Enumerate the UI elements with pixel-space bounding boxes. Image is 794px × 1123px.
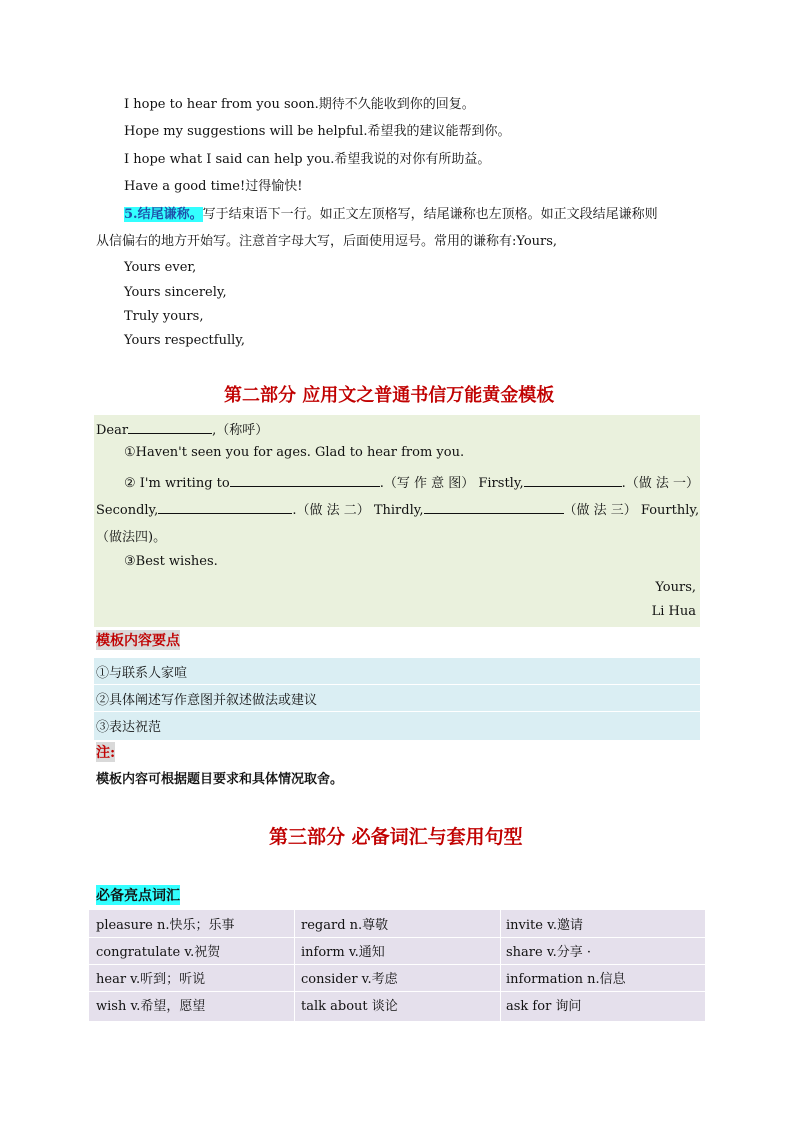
- vocab-cell: pleasure n.快乐；乐事: [96, 918, 235, 933]
- key-point-row: [94, 712, 700, 738]
- key-point: ②具体阐述写作意图并叙述做法或建议: [96, 693, 318, 708]
- template-line4: （做法四)。: [96, 530, 167, 545]
- template-line1: ①Haven't seen you for ages. Glad to hear from you.: [124, 445, 465, 460]
- part2-title: 第二部分 应用文之普通书信万能黄金模板: [224, 385, 555, 406]
- closing-sentence: I hope to hear from you soon.期待不久能收到你的回复。: [124, 97, 475, 112]
- blank-field: [230, 472, 380, 487]
- vocab-cell: wish v.希望，愿望: [96, 999, 206, 1014]
- blank-field: [128, 419, 212, 434]
- sign-off-example: Yours respectfully,: [124, 333, 246, 348]
- template-line3-b: .（做 法 二） Thirdly,: [292, 503, 424, 518]
- row-divider: [89, 964, 705, 965]
- template-signature: Li Hua: [651, 604, 696, 619]
- sign-off-paragraph-line1: [124, 206, 658, 224]
- closing-sentence: I hope what I said can help you.希望我说的对你有所助益。: [124, 152, 491, 167]
- row-divider: [89, 991, 705, 992]
- template-dear: Dear: [96, 423, 129, 438]
- template-line3: [96, 499, 699, 518]
- note-title: 注:: [96, 742, 115, 762]
- sign-off-example: Truly yours,: [124, 309, 204, 324]
- template-line2-c: .（做 法 一）: [621, 476, 699, 491]
- blank-field: [524, 472, 622, 487]
- letter-template-box: [94, 415, 700, 627]
- row-divider: [89, 937, 705, 938]
- key-point: ③表达祝范: [96, 720, 162, 735]
- vocab-cell: inform v.通知: [301, 945, 385, 960]
- vocab-cell: congratulate v.祝贺: [96, 945, 221, 960]
- vocab-cell: regard n.尊敬: [301, 918, 389, 933]
- template-line2-b: .（写 作 意 图） Firstly,: [379, 476, 524, 491]
- vocab-title: 必备亮点词汇: [96, 885, 180, 905]
- template-line2: [124, 472, 699, 491]
- vocab-cell: ask for 询问: [506, 999, 582, 1014]
- sign-off-paragraph-line2: 从信偏右的地方开始写。注意首字母大写，后面使用逗号。常用的谦称有:Yours,: [96, 234, 558, 249]
- vocab-cell: consider v.考虑: [301, 972, 398, 987]
- sign-off-heading: 5.结尾谦称。: [124, 207, 203, 222]
- column-divider: [500, 910, 501, 1021]
- vocab-cell: talk about 谈论: [301, 999, 398, 1014]
- sign-off-example: Yours sincerely,: [124, 285, 227, 300]
- part3-title: 第三部分 必备词汇与套用句型: [269, 826, 523, 848]
- sign-off-example: Yours ever,: [124, 260, 197, 275]
- blank-field: [424, 499, 564, 514]
- template-line3-c: （做 法 三） Fourthly,: [563, 503, 700, 518]
- template-line5: ③Best wishes.: [124, 554, 218, 569]
- template-line2-a: ② I'm writing to: [124, 476, 230, 491]
- blank-field: [158, 499, 292, 514]
- key-points-box: [94, 658, 700, 740]
- note-text: 模板内容可根据题目要求和具体情况取舍。: [96, 772, 344, 787]
- template-salutation: [96, 419, 268, 438]
- vocab-table: [89, 910, 705, 1021]
- closing-sentence: Have a good time!过得愉快!: [124, 179, 303, 194]
- closing-sentence: Hope my suggestions will be helpful.希望我的建议能帮到你。: [124, 124, 511, 139]
- vocab-cell: hear v.听到；听说: [96, 972, 206, 987]
- template-closing: Yours,: [655, 580, 696, 595]
- vocab-cell: information n.信息: [506, 972, 626, 987]
- key-point-row: [94, 658, 700, 685]
- key-point-row: [94, 685, 700, 712]
- column-divider: [294, 910, 295, 1021]
- sign-off-text: 写于结束语下一行。如正文左顶格写，结尾谦称也左顶格。如正文段结尾谦称则: [202, 207, 658, 222]
- template-line3-a: Secondly,: [96, 503, 159, 518]
- vocab-cell: share v.分享 ·: [506, 945, 592, 960]
- vocab-cell: invite v.邀请: [506, 918, 584, 933]
- template-dear-suffix: ,（称呼）: [212, 423, 269, 438]
- key-points-title: 模板内容要点: [96, 630, 180, 650]
- key-point: ①与联系人家喧: [96, 666, 188, 681]
